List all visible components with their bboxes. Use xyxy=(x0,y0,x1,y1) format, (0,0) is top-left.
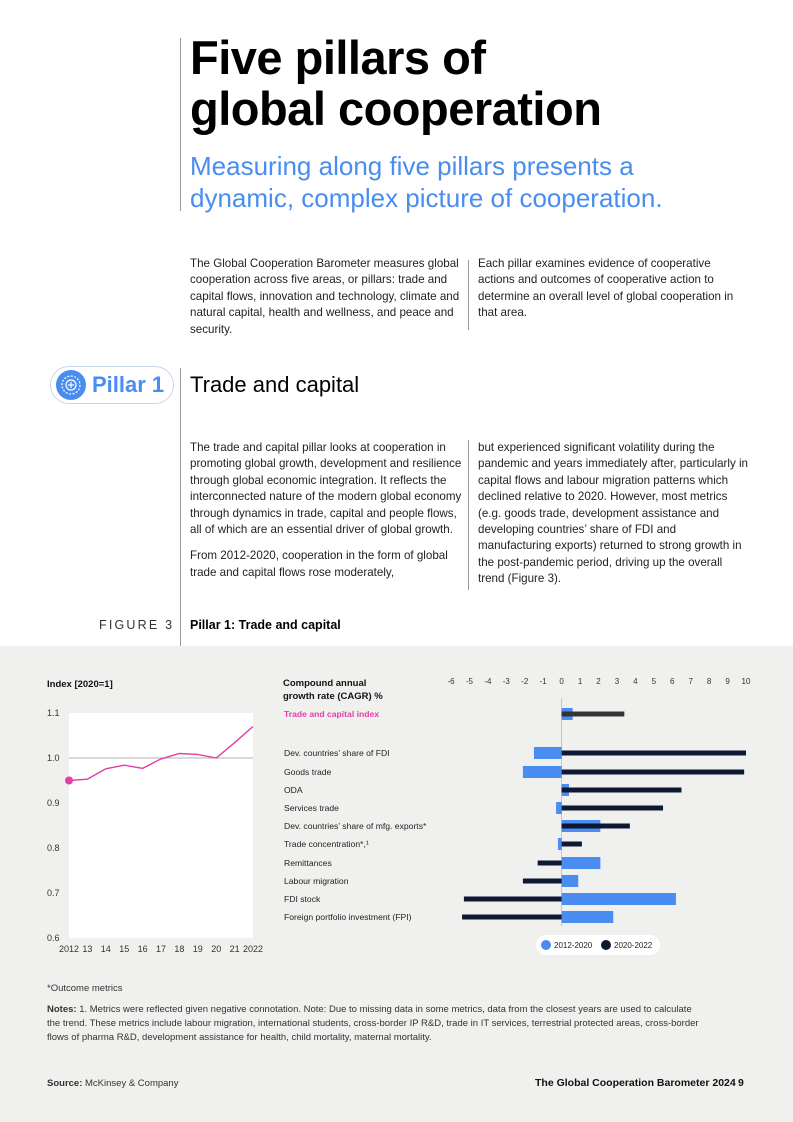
x-tick-label: 13 xyxy=(82,944,93,954)
category-label: Services trade xyxy=(284,803,339,813)
x-tick-label: 2 xyxy=(596,677,601,686)
category-label: Labour migration xyxy=(284,876,349,886)
category-label: Trade concentration*,¹ xyxy=(284,839,369,849)
x-tick-label: 2012 xyxy=(58,944,80,954)
bar-2020-2022 xyxy=(562,842,582,847)
x-tick-label: 18 xyxy=(174,944,185,954)
bar-chart-title-line: growth rate (CAGR) % xyxy=(283,691,383,702)
bar-chart-title-line: Compound annual xyxy=(283,678,367,689)
x-tick-label: 9 xyxy=(725,677,730,686)
notes xyxy=(47,1003,707,1044)
bar-2020-2022 xyxy=(562,788,682,793)
y-tick-label: 0.8 xyxy=(47,843,60,853)
x-tick-label: 21 xyxy=(229,944,240,954)
bar-2020-2022 xyxy=(523,879,562,884)
plot-area xyxy=(69,713,253,938)
category-label: Dev. countries’ share of FDI xyxy=(284,748,390,758)
start-point xyxy=(65,777,73,785)
bar-2020-2022 xyxy=(562,824,630,829)
x-tick-label: 20 xyxy=(211,944,222,954)
pillar-badge-label: Pillar 1 xyxy=(92,372,165,397)
source-text: McKinsey & Company xyxy=(82,1078,179,1089)
bar-2012-2020 xyxy=(562,893,676,905)
bar-2012-2020 xyxy=(523,766,562,778)
page-title: Five pillars of global cooperation xyxy=(190,31,602,135)
category-label: FDI stock xyxy=(284,894,321,904)
category-label: Foreign portfolio investment (FPI) xyxy=(284,912,412,922)
bar-2020-2022 xyxy=(462,915,562,920)
y-tick-label: 0.6 xyxy=(47,933,60,943)
category-label: Goods trade xyxy=(284,767,332,777)
intro-right: Each pillar examines evidence of cooperative actions and outcomes of cooperative action to determine an overall level of global cooperation in that area. xyxy=(478,257,734,320)
page-number: 9 xyxy=(738,1077,744,1089)
page-subtitle: Measuring along five pillars presents a dynamic, complex picture of cooperation. xyxy=(190,151,663,213)
body-left: The trade and capital pillar looks at cooperation in promoting global growth, development and resilience through global economic integration. It reflects the interconnected nature of the modern global economy through dynamics in trade, capital and people flows, all of which are an essential driver of global growth. From 2012-2020, cooperation in the form of global trade and capital flows rose moderately, xyxy=(190,441,462,579)
body-rule xyxy=(468,440,469,590)
title-rule xyxy=(180,38,181,211)
cagr-bar-chart xyxy=(283,677,751,955)
x-tick-label: 16 xyxy=(137,944,148,954)
x-tick-label: -6 xyxy=(447,677,455,686)
intro-left: The Global Cooperation Barometer measures global cooperation across five areas, or pillars: trade and capital flows, innovation and technology, climate and natural capital, health and wellness, and peace and security. xyxy=(190,257,460,336)
x-tick-label: 2022 xyxy=(242,944,264,954)
bar-2012-2020 xyxy=(534,747,562,759)
x-tick-label: 0 xyxy=(559,677,564,686)
pillar-badge xyxy=(50,366,174,404)
bar-2012-2020 xyxy=(562,857,601,869)
x-tick-label: 19 xyxy=(192,944,203,954)
category-label: Trade and capital index xyxy=(284,709,380,719)
legend-swatch-2012-2020 xyxy=(541,940,551,950)
category-label: Dev. countries’ share of mfg. exports* xyxy=(284,821,427,831)
footer-title: The Global Cooperation Barometer 2024 xyxy=(535,1077,736,1089)
bar-2012-2020 xyxy=(562,875,579,887)
bar-2012-2020 xyxy=(558,838,562,850)
x-tick-label: 1 xyxy=(577,677,583,686)
x-tick-label: 7 xyxy=(688,677,693,686)
section-heading: Trade and capital xyxy=(190,372,360,397)
notes-text: 1. Metrics were reflected given negative connotation. Note: Due to missing data in some metrics, data from the closest years are used to calculate the trend. These metrics include labour migration, international students, cross-border IP R&D, trade in IT services, terrestrial protected areas, cross-border flows of pharma R&D, development assistance for health, child mortality, maternal mortality. xyxy=(47,1004,699,1043)
x-tick-label: 15 xyxy=(119,944,130,954)
legend-swatch-2020-2022 xyxy=(601,940,611,950)
legend-label: 2020-2022 xyxy=(614,941,653,950)
bar-2020-2022 xyxy=(464,897,562,902)
y-tick-label: 0.9 xyxy=(47,798,60,808)
category-label: ODA xyxy=(284,785,303,795)
index-line-chart xyxy=(47,679,263,954)
x-tick-label: 8 xyxy=(706,677,712,686)
x-tick-label: 6 xyxy=(670,677,675,686)
intro-rule xyxy=(468,260,469,330)
x-tick-label: 5 xyxy=(651,677,657,686)
bar-2020-2022 xyxy=(562,806,663,811)
bar-2012-2020 xyxy=(562,911,614,923)
x-tick-label: -5 xyxy=(465,677,473,686)
source-note xyxy=(47,1077,178,1091)
section-rule xyxy=(180,368,181,646)
x-tick-label: -1 xyxy=(539,677,547,686)
x-tick-label: -3 xyxy=(502,677,510,686)
x-tick-label: -4 xyxy=(484,677,492,686)
x-tick-label: -2 xyxy=(521,677,529,686)
figure-charts xyxy=(0,646,793,976)
legend-label: 2012-2020 xyxy=(554,941,593,950)
bar-2020-2022 xyxy=(538,861,562,866)
x-tick-label: 3 xyxy=(614,677,620,686)
y-axis-label: Index [2020=1] xyxy=(47,679,113,690)
outcome-note: *Outcome metrics xyxy=(47,983,123,994)
bar-2012-2020 xyxy=(556,802,562,814)
x-tick-label: 17 xyxy=(155,944,167,954)
bar-2020-2022 xyxy=(562,751,746,756)
bar-2020-2022 xyxy=(562,712,625,717)
source-label: Source: xyxy=(47,1078,83,1089)
category-label: Remittances xyxy=(284,858,332,868)
y-tick-label: 1.1 xyxy=(47,708,60,718)
notes-label: Notes: xyxy=(47,1004,77,1015)
x-tick-label: 14 xyxy=(100,944,111,954)
y-tick-label: 1.0 xyxy=(47,753,60,763)
bar-2020-2022 xyxy=(562,770,745,775)
x-tick-label: 4 xyxy=(633,677,638,686)
figure-title: Pillar 1: Trade and capital xyxy=(190,618,341,632)
figure-label: FIGURE 3 xyxy=(99,618,175,632)
x-tick-label: 10 xyxy=(741,677,751,686)
globe-trade-icon xyxy=(56,370,86,400)
body-right: but experienced significant volatility during the pandemic and years immediately after, particularly in capital flows and labour migration patterns which declined relative to 2020. However, most metrics (e.g. goods trade, development assistance and developing countries’ share of FDI and manufacturing exports) returned to strong growth in the post-pandemic period, driving up the overall trend (Figure 3). xyxy=(478,441,749,586)
y-tick-label: 0.7 xyxy=(47,888,60,898)
